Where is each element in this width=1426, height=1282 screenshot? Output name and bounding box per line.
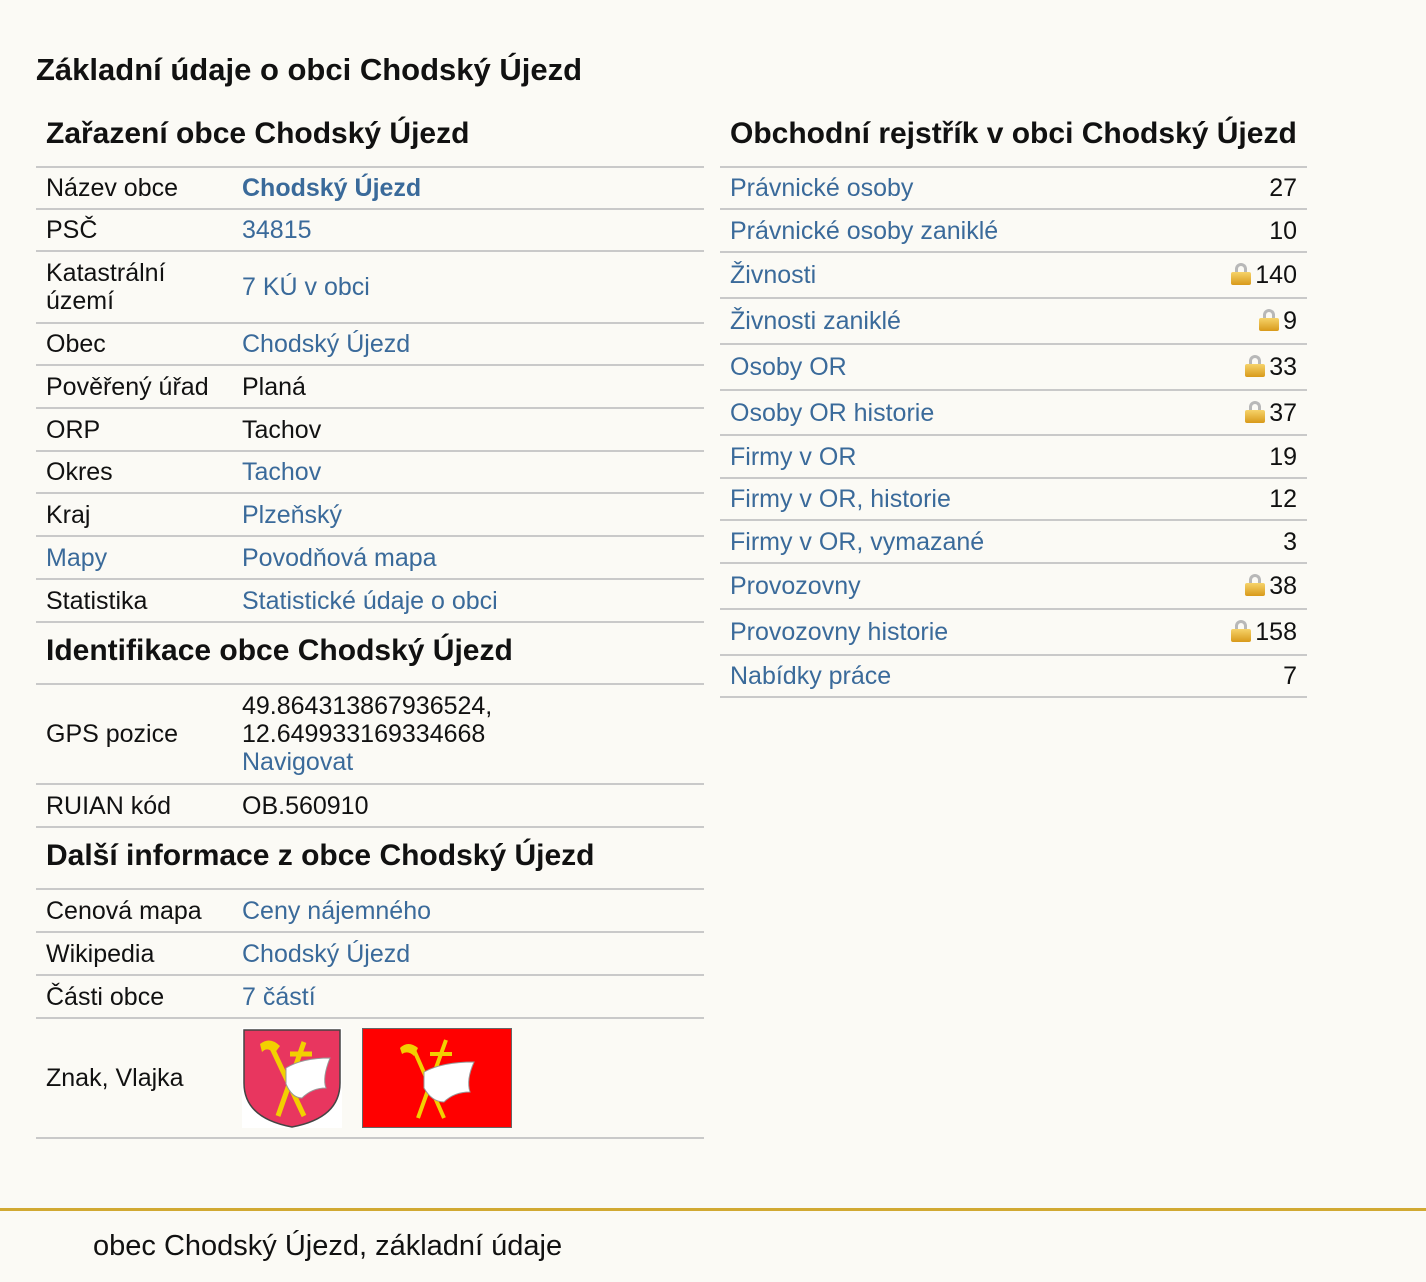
registry-table: [720, 168, 1307, 698]
row-label: Statistika: [36, 579, 232, 622]
region-link[interactable]: Plzeňský: [232, 493, 704, 536]
registry-count: 3: [1172, 520, 1307, 563]
registry-count: 158: [1255, 618, 1297, 646]
registry-link-companies[interactable]: Firmy v OR: [720, 435, 1172, 478]
gps-latitude: 49.864313867936524,: [242, 692, 493, 720]
table-row: [36, 251, 704, 323]
row-label: Wikipedia: [36, 932, 232, 975]
registry-link-job-offers[interactable]: Nabídky práce: [720, 655, 1172, 697]
registry-count: 140: [1255, 261, 1297, 289]
lock-icon: [1259, 309, 1279, 331]
cadastral-area-link[interactable]: 7 KÚ v obci: [232, 251, 704, 323]
municipality-info-panel: [36, 106, 704, 1139]
table-row: [720, 435, 1307, 478]
maps-link[interactable]: Mapy: [36, 536, 232, 579]
table-row: [720, 478, 1307, 520]
lock-icon: [1245, 355, 1265, 377]
table-row: [720, 298, 1307, 344]
table-row: [720, 344, 1307, 390]
more-info-title: Další informace z obce Chodský Újezd: [36, 828, 704, 890]
table-row: [720, 563, 1307, 609]
table-row: [36, 784, 704, 827]
parts-link[interactable]: 7 částí: [232, 975, 704, 1018]
registry-count: 27: [1172, 168, 1307, 209]
table-row: [720, 655, 1307, 697]
registry-count-cell: [1172, 344, 1307, 390]
flag-image[interactable]: [362, 1028, 512, 1128]
table-row: [36, 408, 704, 451]
registry-title: Obchodní rejstřík v obci Chodský Újezd: [720, 106, 1307, 168]
postal-code-link[interactable]: 34815: [232, 209, 704, 251]
row-label: Kraj: [36, 493, 232, 536]
registry-link-establishments-history[interactable]: Provozovny historie: [720, 609, 1172, 655]
table-row: [36, 536, 704, 579]
table-row: [36, 1018, 704, 1138]
emblems-cell: [232, 1018, 704, 1138]
more-info-table: [36, 890, 704, 1139]
wikipedia-link[interactable]: Chodský Újezd: [232, 932, 704, 975]
classification-title: Zařazení obce Chodský Újezd: [36, 106, 704, 168]
table-row: [36, 579, 704, 622]
registry-link-companies-deleted[interactable]: Firmy v OR, vymazané: [720, 520, 1172, 563]
table-row: [36, 975, 704, 1018]
row-label: PSČ: [36, 209, 232, 251]
row-label: Okres: [36, 451, 232, 493]
row-label: Cenová mapa: [36, 890, 232, 932]
registry-link-persons-history[interactable]: Osoby OR historie: [720, 390, 1172, 435]
registry-link-trades[interactable]: Živnosti: [720, 252, 1172, 298]
row-label: Znak, Vlajka: [36, 1018, 232, 1138]
table-row: [36, 209, 704, 251]
navigate-link[interactable]: Navigovat: [242, 748, 354, 776]
lock-icon: [1231, 620, 1251, 642]
municipality-name-link[interactable]: Chodský Újezd: [232, 168, 704, 209]
registry-link-legal-entities-defunct[interactable]: Právnické osoby zaniklé: [720, 209, 1172, 252]
business-registry-panel: [720, 106, 1307, 698]
row-label: Části obce: [36, 975, 232, 1018]
table-row: [720, 252, 1307, 298]
district-link[interactable]: Tachov: [232, 451, 704, 493]
table-row: [36, 685, 704, 784]
registry-count: 7: [1172, 655, 1307, 697]
registry-count: 10: [1172, 209, 1307, 252]
row-label: Obec: [36, 323, 232, 365]
table-row: [36, 932, 704, 975]
row-label: ORP: [36, 408, 232, 451]
table-row: [36, 890, 704, 932]
registry-count-cell: [1172, 252, 1307, 298]
table-row: [720, 609, 1307, 655]
table-row: [36, 493, 704, 536]
lock-icon: [1245, 401, 1265, 423]
registry-count: 12: [1172, 478, 1307, 520]
registry-link-legal-entities[interactable]: Právnické osoby: [720, 168, 1172, 209]
page-title: Základní údaje o obci Chodský Újezd: [36, 52, 583, 87]
registry-link-trades-defunct[interactable]: Živnosti zaniklé: [720, 298, 1172, 344]
registry-count: 37: [1269, 398, 1297, 427]
registry-link-companies-history[interactable]: Firmy v OR, historie: [720, 478, 1172, 520]
registry-count-cell: [1172, 298, 1307, 344]
registry-link-persons[interactable]: Osoby OR: [720, 344, 1172, 390]
orp-value: Tachov: [232, 408, 704, 451]
registry-count: 33: [1269, 353, 1297, 381]
row-label: Katastrální území: [36, 251, 232, 323]
table-row: [36, 365, 704, 408]
table-row: [36, 323, 704, 365]
coat-of-arms-image[interactable]: [242, 1028, 342, 1128]
table-row: [720, 390, 1307, 435]
identification-title: Identifikace obce Chodský Újezd: [36, 623, 704, 685]
lock-icon: [1245, 574, 1265, 596]
registry-link-establishments[interactable]: Provozovny: [720, 563, 1172, 609]
table-row: [720, 209, 1307, 252]
identification-table: [36, 685, 704, 828]
municipality-link[interactable]: Chodský Újezd: [232, 323, 704, 365]
table-row: [36, 451, 704, 493]
registry-count: 9: [1283, 307, 1297, 335]
row-label: Pověřený úřad: [36, 365, 232, 408]
registry-count-cell: [1172, 563, 1307, 609]
statistics-link[interactable]: Statistické údaje o obci: [232, 579, 704, 622]
classification-table: [36, 168, 704, 623]
flood-map-link[interactable]: Povodňová mapa: [232, 536, 704, 579]
row-label: GPS pozice: [36, 685, 232, 784]
gps-cell: [232, 685, 704, 784]
registry-count: 19: [1172, 435, 1307, 478]
footer-divider: [0, 1208, 1426, 1211]
table-row: [720, 520, 1307, 563]
row-label: Název obce: [36, 168, 232, 209]
authorized-office-value: Planá: [232, 365, 704, 408]
table-row: [720, 168, 1307, 209]
registry-count-cell: [1172, 609, 1307, 655]
lock-icon: [1231, 263, 1251, 285]
gps-longitude: 12.649933169334668: [242, 720, 486, 748]
row-label: RUIAN kód: [36, 784, 232, 827]
registry-count: 38: [1269, 572, 1297, 600]
ruian-code-value: OB.560910: [232, 784, 704, 827]
table-row: [36, 168, 704, 209]
registry-count-cell: [1172, 390, 1307, 435]
rent-prices-link[interactable]: Ceny nájemného: [232, 890, 704, 932]
footer-caption: obec Chodský Újezd, základní údaje: [93, 1230, 563, 1262]
